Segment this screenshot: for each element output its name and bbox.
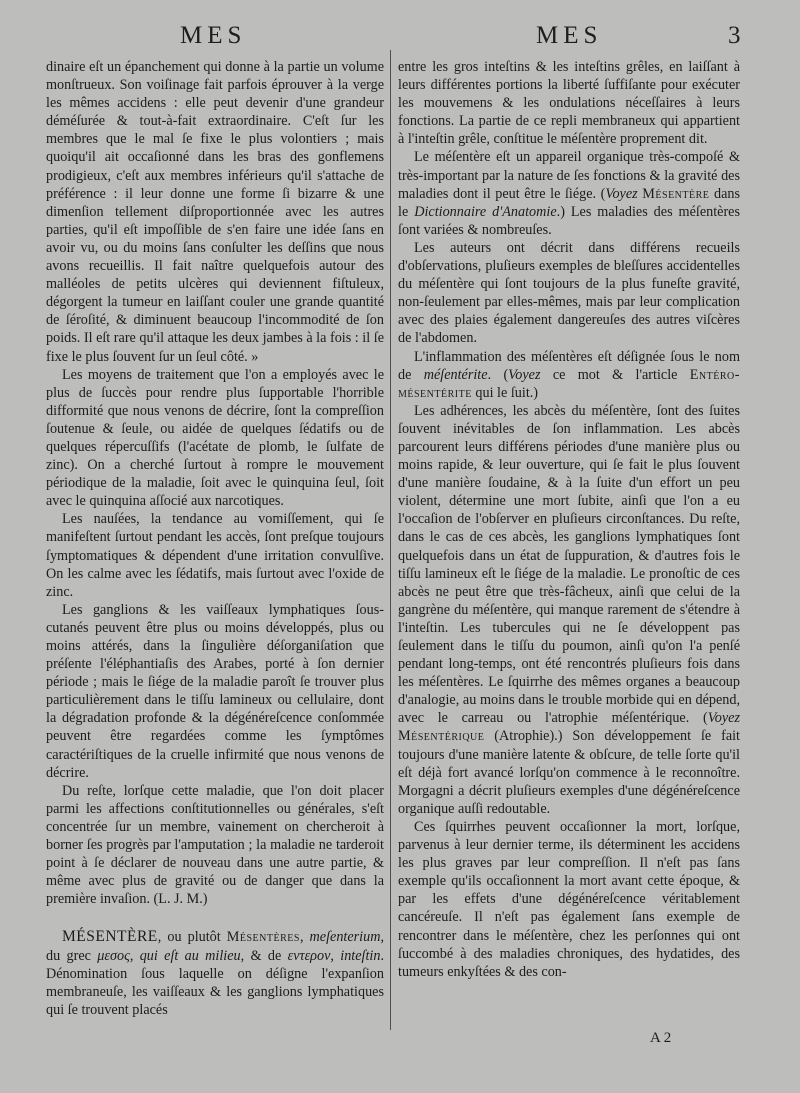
paragraph bbox=[398, 348, 740, 402]
text: dans le bbox=[398, 185, 740, 220]
entry-alternate: Mésentères bbox=[226, 929, 300, 946]
term: méſentérite bbox=[423, 366, 488, 383]
entry-gloss: inteſtin bbox=[340, 947, 381, 964]
text: .) Les maladies des méſentères ſont variées & nombreuſes. bbox=[398, 203, 740, 238]
cross-ref-voyez: Voyez bbox=[707, 710, 740, 727]
dictionary-entry bbox=[46, 928, 384, 1018]
text: Les adhérences, les abcès du méſentère, ſont des ſuites ſouvent inévitables de ſon inflammation. Les abcès parcourent leurs différens périodes d'une manière plus ou moins rapide, & leur ouverture, qui ſe fait le plus ſouvent d'une manière ſoudaine, & à la ſuite d'un effort un peu violent, détermine une mort ſubite, ainſi que l'on a eu l'occaſion de l'obſerver en pluſieurs circonſtances. Du reſte, dans le cas de ces abcès, les ganglions lymphatiques ſont quelquefois dans un état de ſuppuration, & d'autres fois le tiſſu lamineux eſt le ſiége de la maladie. Le pronoſtic de ces abcès ne peut être que très-fâcheux, ainſi que celui de la gangrène du méſentère, qui manque rarement de s'étendre à l'inteſtin. Les tubercules qui ne ſe développent pas ſeulement dans le tiſſu du poumon, ainſi qu'on l'a penſé pendant long-temps, ont été rencontrés pluſieurs fois dans les méſentères. Le ſquirrhe des mêmes organes a beaucoup d'analogie, au moins dans le trouble morbide qui en dépend, avec le carreau ou l'atrophie méſentérique. ( bbox=[398, 402, 740, 727]
column-divider bbox=[390, 50, 391, 1030]
entry-headword: MÉSENTÈRE bbox=[62, 928, 158, 946]
entry-latin: meſenterium bbox=[309, 929, 381, 946]
text: Le méſentère eſt un appareil organique très-compoſé & très-important par la nature de ſes fonctions & la gravité des maladies dont il peut être le ſiége. ( bbox=[398, 149, 740, 202]
cross-ref-term: Mésentérique bbox=[398, 728, 485, 745]
entry-text: , & de bbox=[240, 947, 288, 964]
entry-text: . Dénomination ſous laquelle on déſigne l'expanſion membraneuſe, les vaiſſeaux & les ganglions lymphatiques qui ſe trouvent placés bbox=[46, 947, 384, 1018]
entry-text: , bbox=[330, 947, 341, 964]
text: . ( bbox=[487, 366, 509, 383]
text: (Atrophie).) Son développement ſe fait toujours d'une manière latente & obſcure, de telle ſorte qu'il eſt déjà fort avancé lorſqu'on commence à le reconnoître. Morgagni a décrit pluſieurs exemples d'une dégénéreſcence organique auſſi redoutable. bbox=[398, 728, 740, 817]
paragraph: Les nauſées, la tendance au vomiſſement, qui ſe manifeſtent ſurtout pendant les accès, ſont preſque toujours ſymptomatiques & dépendent d'une irritation convulſive. On les calme avec les ſédatifs, mais ſurtout avec l'oxide de zinc. bbox=[46, 511, 384, 600]
entry-greek: μεσος bbox=[97, 947, 130, 964]
paragraph: dinaire eſt un épanchement qui donne à la partie un volume monſtrueux. Son voiſinage fait parfois éprouver à la verge les mêmes accidens : elle peut devenir d'une grandeur déméſurée & tout-à-fait extraordinaire. C'eſt ſur les membres que le mal ſe fixe le plus volontiers ; mais quoiqu'il ait occaſionné dans les bras des gonflemens prodigieux, c'eſt aux membres inférieurs qu'il s'attache de préférence : il leur donne une forme ſi bizarre & une dimenſion tellement diſproportionnée avec les autres parties, qu'il eſt impoſſible de s'en faire une idée ſans en avoir vu, ou du moins ſans conſulter les deſſins que nous avons recueillis. Il fait naître quelquefois autour des malléoles de petits ulcères qui deviennent fiſtuleux, dégorgent la tumeur en laiſſant couler une grande quantité de ſéroſité, & diminuent beaucoup l'incommodité de ſon poids. Il eſt rare qu'il attaque les deux jambes à la fois : il ſe fixe le plus ſouvent ſur un ſeul côté. » bbox=[46, 59, 384, 365]
entry-text: , du grec bbox=[46, 929, 384, 964]
paragraph: entre les gros inteſtins & les inteſtins grêles, en laiſſant à leurs différentes portions la liberté ſuffiſante pour exécuter les mouvemens & les ondulations néceſſaires à leurs fonctions. La partie de ce repli membraneux qui appartient à l'inteſtin grêle, conſtitue le méſentère proprement dit. bbox=[398, 59, 740, 148]
paragraph: Les moyens de traitement que l'on a employés avec le plus de ſuccès pour rendre plus ſupportable l'horrible difformité que nous venons de décrire, ſont la compreſſion ſoutenue & ſeule, ou aidée de quelques ſédatifs ou de quelques répercuſſifs (l'acétate de plomb, le ſulfate de zinc). On a cherché ſurtout à rompre le mouvement périodique de la maladie, ſoit avec le quinquina ſeul, ſoit avec le quinquina aſſocié aux narcotiques. bbox=[46, 366, 384, 510]
text: ce mot & l'article bbox=[540, 366, 690, 383]
running-head bbox=[0, 22, 800, 56]
paragraph: Du reſte, lorſque cette maladie, que l'on doit placer parmi les affections conſtitutionnelles ou générales, s'eſt concentrée ſur un membre, vainement on chercheroit à borner ſes progrès par l'amputation ; la maladie ne tarderoit point à ſe déclarer de nouveau dans une autre partie, & même avec plus de gravité ou de danger que dans la première invaſion. (L. J. M.) bbox=[46, 782, 384, 908]
entry-text: , bbox=[299, 929, 310, 946]
paragraph: Les ganglions & les vaiſſeaux lymphatiques ſous-cutanés peuvent être plus ou moins développés, plus ou moins attérés, dans la ſingulière déſorganiſation que préſente l'éléphantiaſis des Arabes, porté à ſon dernier période ; mais le ſiége de la maladie paroît ſe trouver plus particulièrement dans le tiſſu lamineux ou cellulaire, dont la dégradation profonde & la dégénéreſcence conſommée peuvent être regardées comme les ſymptômes caractériſtiques de la cruelle infirmité que nous venons de décrire. bbox=[46, 601, 384, 781]
cross-ref-voyez: Voyez bbox=[508, 366, 541, 383]
left-column bbox=[46, 58, 384, 1019]
paragraph: Ces ſquirrhes peuvent occaſionner la mort, lorſque, parvenus à leur dernier terme, ils déterminent les accidens les plus graves par leur compreſſion. Il n'eſt pas ſans exemple qu'ils occaſionnent la mort avant cette époque, & par les effets d'une dégénéreſcence véritablement cancéreuſe. Il n'eſt pas également ſans exemple de rencontrer dans le méſentère, chez les perſonnes qui ont ſuccombé à des maladies chroniques, des hydatides, des tumeurs enkyſtées & des con- bbox=[398, 818, 740, 980]
cross-ref-voyez: Voyez bbox=[605, 185, 638, 202]
text: qui le ſuit.) bbox=[471, 384, 539, 401]
entry-gloss: qui eſt au milieu bbox=[139, 947, 241, 964]
entry-greek: εντερον bbox=[287, 947, 331, 964]
signature-mark: A 2 bbox=[650, 1030, 672, 1046]
running-head-right: MES bbox=[536, 22, 603, 49]
cross-ref-term: Entéro-mésentérite bbox=[398, 366, 740, 401]
running-head-left: MES bbox=[180, 22, 247, 49]
paragraph bbox=[398, 148, 740, 238]
paragraph bbox=[398, 402, 740, 818]
cross-ref-dictionary: Dictionnaire d'Anatomie bbox=[414, 203, 557, 220]
entry-text: , bbox=[129, 947, 140, 964]
right-column bbox=[398, 58, 740, 981]
paragraph: Les auteurs ont décrit dans différens recueils d'obſervations, pluſieurs exemples de bleſſures accidentelles du méſentère qui ſont toujours de la plus funeſte gravité, non-ſeulement par elles-mêmes, mais par leur complication avec des plaies également dangereuſes des autres viſcères de l'abdomen. bbox=[398, 239, 740, 347]
page-number: 3 bbox=[728, 22, 741, 49]
cross-ref-term: Mésentère bbox=[642, 185, 710, 202]
text: L'inflammation des méſentères eſt déſignée ſous le nom de bbox=[398, 348, 740, 383]
entry-text: , ou plutôt bbox=[157, 929, 227, 946]
